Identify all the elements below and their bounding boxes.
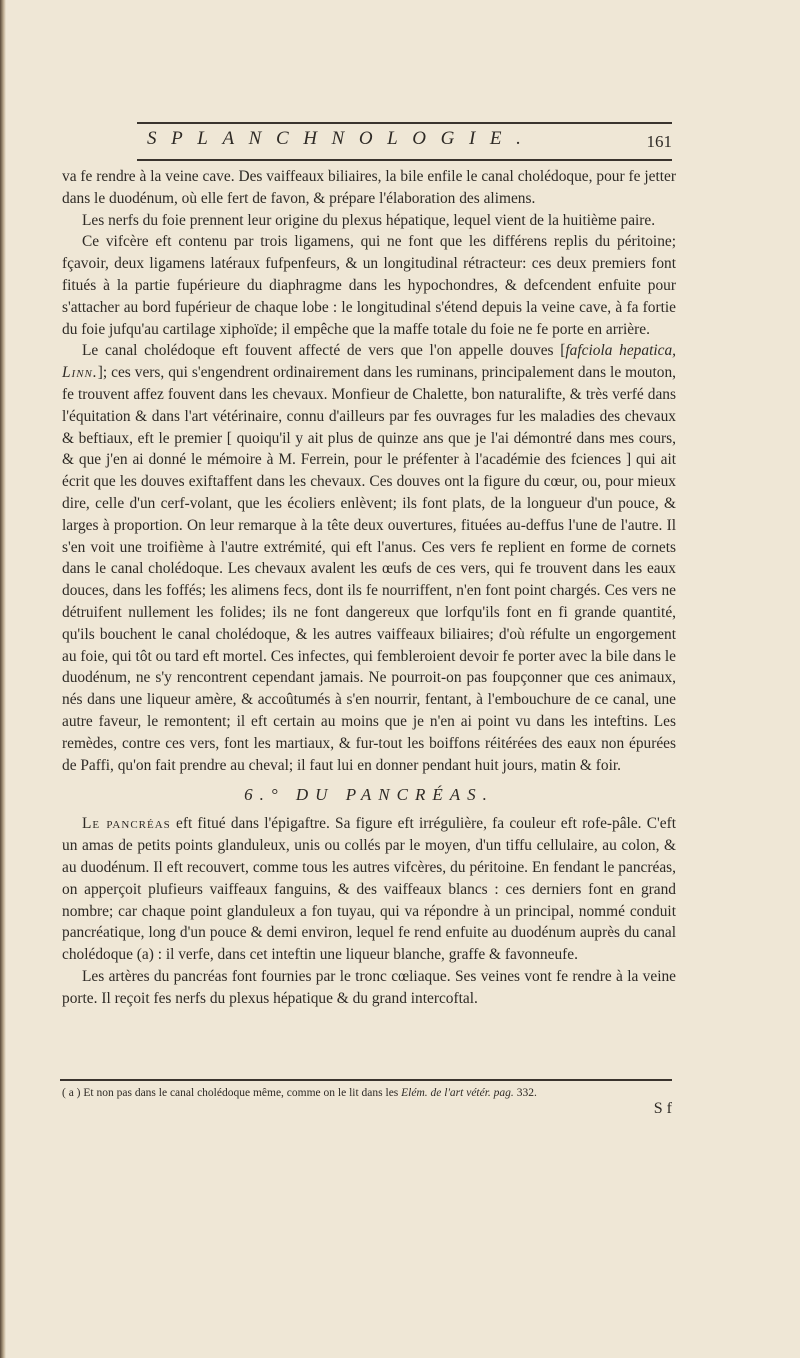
paragraph-arteries: Les artères du pancréas font fournies par le tronc cœliaque. Ses veines vont fe rendre à la veine porte. Il reçoit fes nerfs du plexus hépatique & du grand intercoftal.: [62, 967, 676, 1007]
footnote: [62, 1085, 676, 1101]
footnote-rule: [60, 1079, 672, 1081]
douves-text-b: ]; ces vers, qui s'engendrent ordinairement dans les ruminans, principalement dans le mouton, fe trouvent affez fouvent dans les chevaux. Monfieur de Chalette, bon naturalifte, & très verfé dans l'équitation & dans l'art vétérinaire, connu d'ailleurs par fes ouvrages fur les maladies des chevaux & beftiaux, eft le premier [ quoiqu'il y ait plus de quinze ans que je l'ai démontré dans mes cours, & que j'en ai donné le mémoire à M. Ferrein, pour le préfenter à l'académie des fciences ] qui ait écrit que les douves exiftaffent dans les chevaux. Ces douves ont la figure du cœur, ou, pour mieux dire, celle d'un cerf-volant, que les écoliers enlèvent; ils font plats, de la longueur d'un pouce, & larges à proportion. On leur remarque à la tête deux ouvertures, fituées au-deffus l'une de l'autre. Il s'en voit une troifième à l'autre extrémité, qui eft l'anus. Ces vers fe replient en forme de cornets dans le canal cholédoque. Les chevaux avalent les œufs de ces vers, qui fe trouvent dans les eaux douces, dans les foffés; les alimens fecs, dont ils fe nourriffent, n'en font point chargés. Ces vers ne détruifent nullement les folides; ils ne font dangereux que lorfqu'ils font en fi grande quantité, qu'ils bouchent le canal cholédoque, & les autres vaiffeaux biliaires; d'où réfulte un engorgement au foie, qui tôt ou tard eft mortel. Ces infectes, qui fembleroient devoir fe porter avec la bile dans le duodénum, ne s'y rencontrent cependant jamais. Ne pourroit-on pas foupçonner que ces animaux, nés dans une liqueur amère, & accoûtumés à s'en nourrir, fentant, à l'embouchure de ce canal, une autre faveur, le remontent; il eft certain au moins que je n'en ai point vu dans les inteftins. Les remèdes, contre ces vers, font les martiaux, & fur-tout les boiffons réitérées des eaux non épurées de Paffi, qu'on fait prendre au cheval; il faut lui en donner pendant huit jours, matin & foir.: [62, 364, 676, 774]
pancreas-lead: Le pancréas: [82, 815, 171, 833]
running-head: [137, 126, 672, 158]
douves-text-a: Le canal cholédoque eft fouvent affecté de vers que l'on appelle douves [: [82, 342, 566, 360]
section-title: 6.° DU PANCRÉAS.: [244, 785, 494, 805]
body-text: [62, 166, 676, 1009]
footnote-page: 332.: [516, 1087, 537, 1099]
pancreas-text: eft fitué dans l'épigaftre. Sa figure eft irrégulière, fa couleur eft rofe-pâle. C'eft un amas de petits points glanduleux, unis ou collés par le moyen, d'un tiffu cellulaire, au colon, & au duodénum. Il eft recouvert, comme tous les autres vifcères, du péritoine. En fendant le pancréas, on apperçoit plufieurs vaiffeaux fanguins, & des vaiffeaux blancs : ces derniers font en grand nombre; car chaque point glanduleux a fon tuyau, qui va répondre à un principal, nommé conduit pancréatique, long d'un pouce & demi environ, lequel fe rend enfuite au duodénum auprès du canal cholédoque (a) : il verfe, dans cet inteftin une liqueur blanche, graffe & favonneufe.: [62, 815, 676, 964]
signature-mark: S f: [653, 1100, 672, 1117]
linnaeus-ref: Linn.: [62, 364, 98, 382]
top-rule: [137, 122, 672, 124]
paragraph-continuation: va fe rendre à la veine cave. Des vaiffeaux biliaires, la bile enfile le canal cholédoque, pour fe jetter dans le duodénum, où elle fert de favon, & prépare l'élaboration des alimens.: [62, 168, 676, 207]
page-number: 161: [646, 132, 672, 151]
footnote-marker: ( a ): [62, 1087, 81, 1099]
header-rule: [137, 159, 672, 161]
footnote-reference: Elém. de l'art vétér. pag.: [401, 1087, 514, 1099]
latin-name: fafciola hepatica,: [565, 342, 676, 360]
paragraph-nerves: Les nerfs du foie prennent leur origine du plexus hépatique, lequel vient de la huitième paire.: [82, 211, 656, 229]
paragraph-ligaments: Ce vifcère eft contenu par trois ligamens, qui ne font que les différens replis du péritoine; fçavoir, deux ligamens latéraux fufpenfeurs, & un longitudinal rétracteur: ces deux premiers font fitués à la partie fupérieure du diaphragme dans les hypochondres, & defcendent enfuite pour s'attacher au bord fupérieur de chaque lobe : le longitudinal s'étend depuis la veine cave, à fa fortie du foie jufqu'au cartilage xiphoïde; il empêche que la maffe totale du foie ne fe porte en arrière.: [62, 233, 676, 338]
running-title: SPLANCHNOLOGIE.: [147, 128, 536, 149]
paragraph-douves: [62, 340, 676, 776]
paragraph-pancreas: [62, 813, 676, 966]
footnote-text: Et non pas dans le canal cholédoque même, comme on le lit dans les: [83, 1087, 399, 1099]
